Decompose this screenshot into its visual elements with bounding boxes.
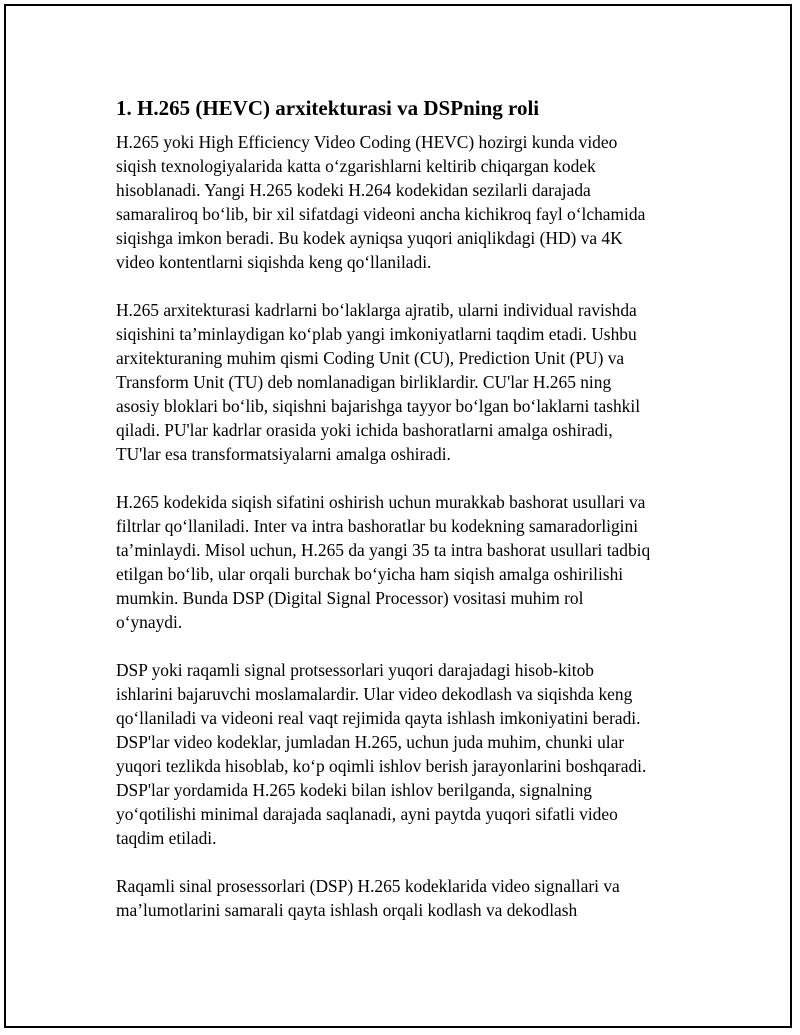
text-line: Raqamli sinal prosessorlari (DSP) H.265 kodeklarida video signallari va xyxy=(116,876,620,896)
text-line: taqdim etiladi. xyxy=(116,828,217,848)
text-line: qoʻllaniladi va videoni real vaqt rejimida qayta ishlash imkoniyatini beradi. xyxy=(116,708,641,728)
text-line: taʼminlaydi. Misol uchun, H.265 da yangi 35 ta intra bashorat usullari tadbiq xyxy=(116,540,651,560)
paragraph-1 xyxy=(116,130,696,274)
text-line: DSP yoki raqamli signal protsessorlari yuqori darajadagi hisob-kitob xyxy=(116,660,595,680)
text-line: qiladi. PU'lar kadrlar orasida yoki ichida bashoratlarni amalga oshiradi, xyxy=(116,420,613,440)
text-line: DSP'lar yordamida H.265 kodeki bilan ishlov berilganda, signalning xyxy=(116,780,592,800)
text-line: H.265 kodekida siqish sifatini oshirish uchun murakkab bashorat usullari va xyxy=(116,492,646,512)
text-line: video kontentlarni siqishda keng qoʻllaniladi. xyxy=(116,252,432,272)
text-line: maʼlumotlarini samarali qayta ishlash orqali kodlash va dekodlash xyxy=(116,900,578,920)
text-line: ishlarini bajaruvchi moslamalardir. Ular video dekodlash va siqishda keng xyxy=(116,684,633,704)
text-line: asosiy bloklari boʻlib, siqishni bajarishga tayyor boʻlgan boʻlaklarni tashkil xyxy=(116,396,641,416)
text-line: siqishini taʼminlaydigan koʻplab yangi imkoniyatlarni taqdim etadi. Ushbu xyxy=(116,324,637,344)
text-line: arxitekturaning muhim qismi Coding Unit (CU), Prediction Unit (PU) va xyxy=(116,348,625,368)
text-line: samaraliroq boʻlib, bir xil sifatdagi videoni ancha kichikroq fayl oʻlchamida xyxy=(116,204,646,224)
document-body xyxy=(116,94,696,946)
paragraph-5 xyxy=(116,874,696,922)
text-line: H.265 yoki High Efficiency Video Coding (HEVC) hozirgi kunda video xyxy=(116,132,618,152)
paragraph-3 xyxy=(116,490,696,634)
text-line: siqishga imkon beradi. Bu kodek ayniqsa yuqori aniqlikdagi (HD) va 4K xyxy=(116,228,623,248)
text-line: mumkin. Bunda DSP (Digital Signal Processor) vositasi muhim rol xyxy=(116,588,584,608)
text-line: siqish texnologiyalarida katta oʻzgarishlarni keltirib chiqargan kodek xyxy=(116,156,596,176)
text-line: etilgan boʻlib, ular orqali burchak boʻyicha ham siqish amalga oshirilishi xyxy=(116,564,624,584)
text-line: DSP'lar video kodeklar, jumladan H.265, uchun juda muhim, chunki ular xyxy=(116,732,625,752)
text-line: yuqori tezlikda hisoblab, koʻp oqimli ishlov berish jarayonlarini boshqaradi. xyxy=(116,756,647,776)
section-heading: 1. H.265 (HEVC) arxitekturasi va DSPning roli xyxy=(116,96,540,120)
text-line: Transform Unit (TU) deb nomlanadigan birliklardir. CU'lar H.265 ning xyxy=(116,372,612,392)
text-line: H.265 arxitekturasi kadrlarni boʻlaklarga ajratib, ularni individual ravishda xyxy=(116,300,637,320)
text-line: yoʻqotilishi minimal darajada saqlanadi, ayni paytda yuqori sifatli video xyxy=(116,804,618,824)
paragraph-4 xyxy=(116,658,696,850)
text-line: TU'lar esa transformatsiyalarni amalga oshiradi. xyxy=(116,444,451,464)
text-line: oʻynaydi. xyxy=(116,612,183,632)
text-line: hisoblanadi. Yangi H.265 kodeki H.264 kodekidan sezilarli darajada xyxy=(116,180,591,200)
paragraph-2 xyxy=(116,298,696,466)
text-line: filtrlar qoʻllaniladi. Inter va intra bashoratlar bu kodekning samaradorligini xyxy=(116,516,639,536)
